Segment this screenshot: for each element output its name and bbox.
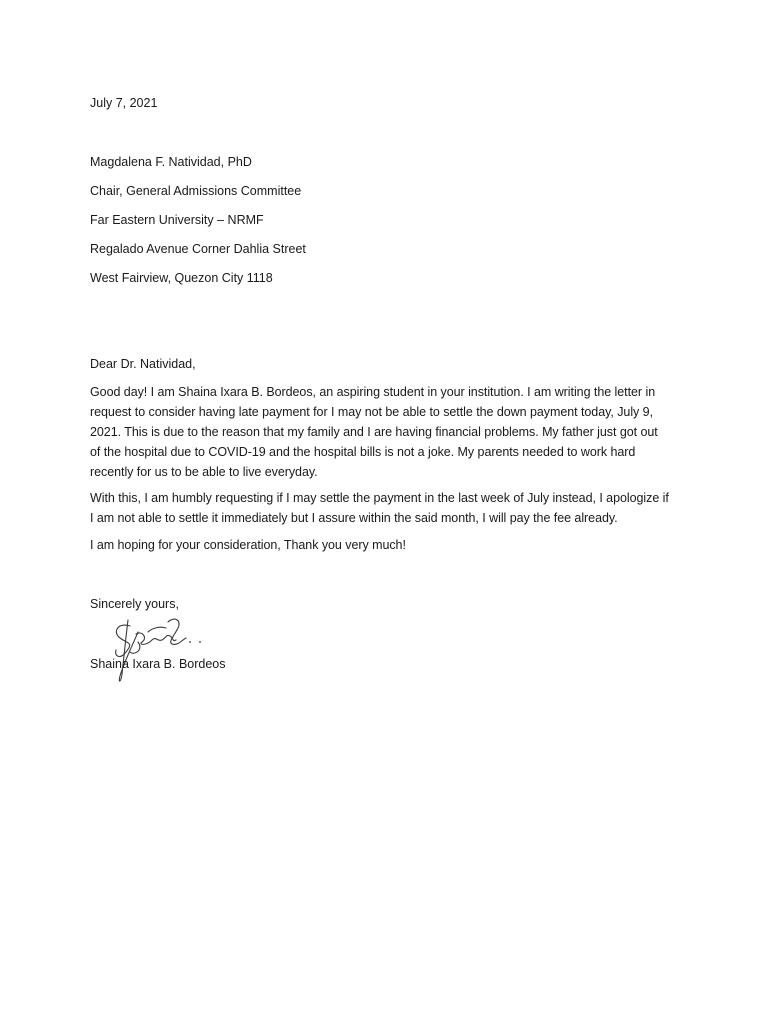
salutation: Dear Dr. Natividad,	[90, 357, 196, 371]
body-paragraph-3: I am hoping for your consideration, Thank you very much!	[90, 538, 406, 552]
letter-date: July 7, 2021	[90, 96, 158, 110]
handwritten-signature	[108, 612, 208, 688]
recipient-organization: Far Eastern University – NRMF	[90, 213, 264, 227]
recipient-title: Chair, General Admissions Committee	[90, 184, 302, 198]
body-paragraph-1: Good day! I am Shaina Ixara B. Bordeos, an aspiring student in your institution. I am writing the letter in request to consider having late payment for I may not be able to settle the down payment today, July 9, 2021. This is due to the reason that my family and I are having financial problems. My father just got out of the hospital due to COVID-19 and the hospital bills is not a joke. My parents needed to work hard recently for us to be able to live everyday.	[90, 385, 658, 479]
signature-name: Shaina Ixara B. Bordeos	[90, 657, 226, 671]
recipient-city: West Fairview, Quezon City 1118	[90, 271, 273, 285]
closing: Sincerely yours,	[90, 597, 179, 611]
body-paragraph-2: With this, I am humbly requesting if I may settle the payment in the last week of July instead, I apologize if I am not able to settle it immediately but I assure within the said month, I will pay the fee already.	[90, 491, 669, 525]
recipient-street: Regalado Avenue Corner Dahlia Street	[90, 242, 306, 256]
recipient-name: Magdalena F. Natividad, PhD	[90, 155, 252, 169]
